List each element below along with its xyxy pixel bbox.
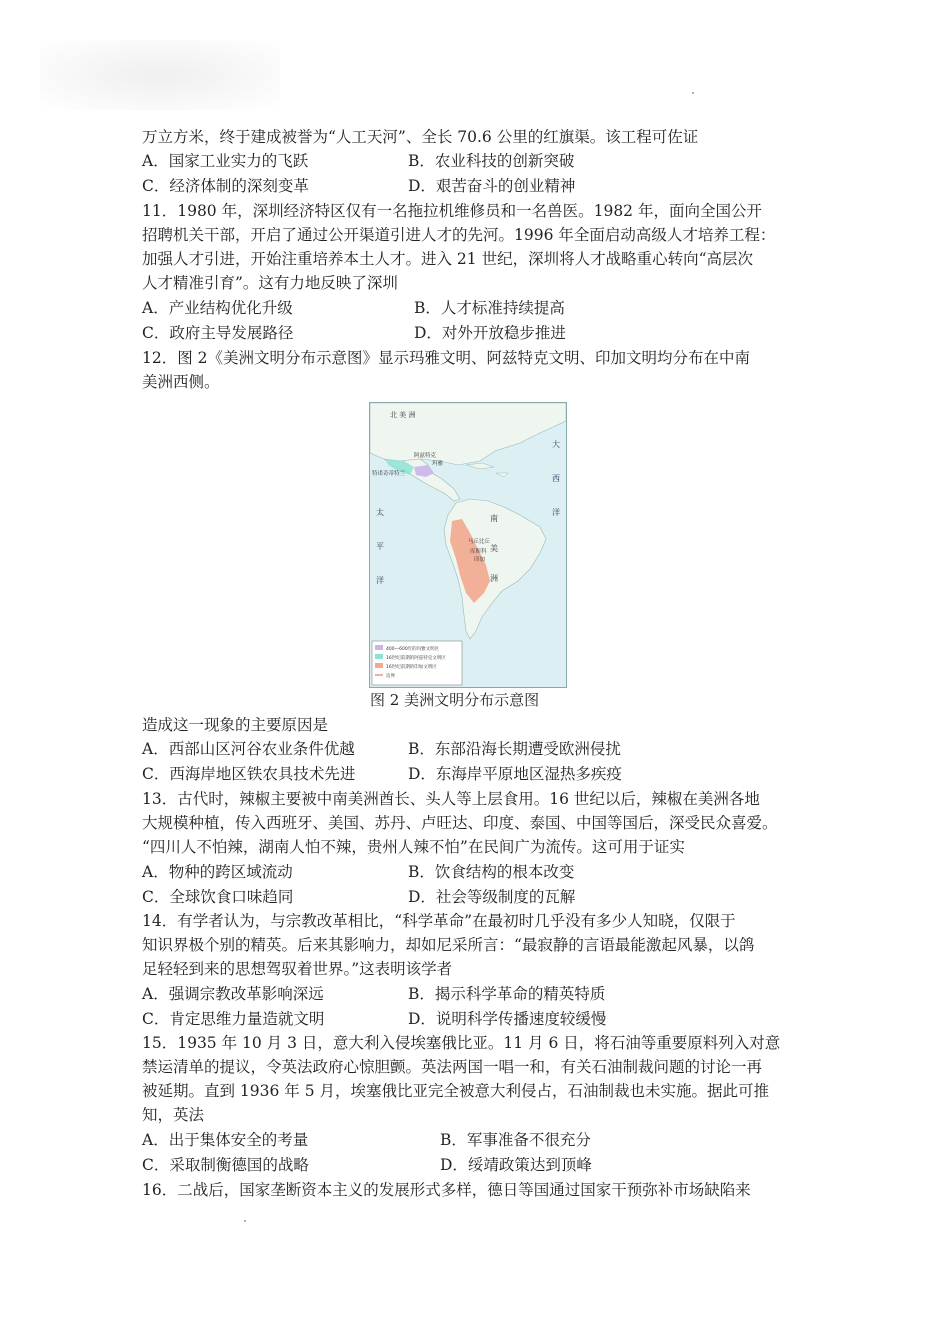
question-13-line: “四川人不怕辣，湖南人怕不辣，贵州人辣不怕”在民间广为流传。这可用于证实	[142, 838, 685, 856]
scan-speck	[244, 1220, 246, 1222]
question-13-line: 大规模种植，传入西班牙、美国、苏丹、卢旺达、印度、泰国、中国等国后，深受民众喜爱。	[142, 814, 778, 832]
legend-item: 16世纪前期的印加文明区	[386, 665, 437, 670]
label-aztec: 阿兹特克	[414, 453, 437, 459]
question-16-line: 16．二战后，国家垄断资本主义的发展形式多样，德日等国通过国家干预弥补市场缺陷来	[142, 1181, 751, 1199]
option-a: A．国家工业实力的飞跃	[142, 152, 309, 170]
option-c: C．政府主导发展路径	[142, 324, 294, 342]
label-atlantic-3: 洋	[552, 508, 560, 517]
label-pacific-2: 平	[376, 542, 384, 551]
question-11-line: 招聘机关干部，开启了通过公开渠道引进人才的先河。1996 年全面启动高级人才培养工程：	[142, 226, 776, 244]
question-15-line: 被延期。直到 1936 年 5 月，埃塞俄比亚完全被意大利侵占，石油制裁也未实施。据此可推	[142, 1082, 770, 1100]
option-a: A．西部山区河谷农业条件优越	[142, 740, 355, 758]
question-12-line: 12．图 2《美洲文明分布示意图》显示玛雅文明、阿兹特克文明、印加文明均分布在中南	[142, 349, 751, 367]
question-14-line: 足轻轻到来的思想驾驭着世界。”这表明该学者	[142, 960, 453, 978]
option-b: B．揭示科学革命的精英特质	[408, 985, 606, 1003]
question-15-line: 知，英法	[142, 1106, 205, 1124]
label-cusco: 库斯科	[470, 549, 487, 555]
label-south-america-1: 南	[490, 514, 498, 523]
question-11-line: 加强人才引进，开始注重培养本土人才。进入 21 世纪，深圳将人才战略重心转向“高层次	[142, 250, 754, 268]
question-12-prompt: 造成这一现象的主要原因是	[142, 716, 329, 734]
option-c: C．全球饮食口味趋同	[142, 888, 294, 906]
option-b: B．农业科技的创新突破	[408, 152, 575, 170]
option-d: D．东海岸平原地区湿热多疾疫	[408, 765, 622, 783]
legend-item: 16世纪前期的阿兹特克文明区	[386, 656, 446, 661]
label-atlantic-2: 西	[552, 474, 560, 483]
option-d: D．艰苦奋斗的创业精神	[408, 177, 576, 195]
option-c: C．采取制衡德国的战略	[142, 1156, 309, 1174]
map-drawing	[370, 403, 566, 687]
question-13-line: 13．古代时，辣椒主要被中南美洲酋长、头人等上层食用。16 世纪以后，辣椒在美洲各地	[142, 790, 760, 808]
option-a: A．强调宗教改革影响深远	[142, 985, 324, 1003]
label-pacific-3: 洋	[376, 576, 384, 585]
scan-smudge	[40, 40, 280, 110]
question-11-line: 人才精准引育”。这有力地反映了深圳	[142, 274, 398, 292]
option-d: D．说明科学传播速度较缓慢	[408, 1010, 607, 1028]
option-d: D．社会等级制度的瓦解	[408, 888, 576, 906]
question-14-line: 14．有学者认为，与宗教改革相比，“科学革命”在最初时几乎没有多少人知晓，仅限于	[142, 912, 736, 930]
question-14-line: 知识界极个别的精英。后来其影响力，却如尼采所言：“最寂静的言语最能激起风暴，以鸽	[142, 936, 755, 954]
legend-swatch-inca	[375, 663, 383, 668]
scan-speck	[692, 92, 694, 94]
option-a: A．产业结构优化升级	[142, 299, 293, 317]
label-north-america: 北 美 洲	[390, 411, 416, 419]
legend-item: 400—600年的玛雅文明区	[386, 647, 440, 652]
option-d: D．绥靖政策达到顶峰	[440, 1156, 592, 1174]
question-15-line: 15．1935 年 10 月 3 日，意大利入侵埃塞俄比亚。11 月 6 日，将石油等重要原料列入对意	[142, 1034, 781, 1052]
option-b: B．饮食结构的根本改变	[408, 863, 575, 881]
option-c: C．西海岸地区铁农具技术先进	[142, 765, 356, 783]
option-c: C．经济体制的深刻变革	[142, 177, 309, 195]
label-inca: 印加	[474, 557, 486, 563]
figure-caption: 图 2 美洲文明分布示意图	[370, 691, 540, 709]
label-maya: 玛雅	[432, 461, 444, 467]
legend-swatch-maya	[375, 645, 383, 650]
option-b: B．军事准备不很充分	[440, 1131, 591, 1149]
label-tenochtitlan: 特诺奇蒂特兰	[372, 471, 406, 477]
option-a: A．出于集体安全的考量	[142, 1131, 309, 1149]
option-b: B．东部沿海长期遭受欧洲侵扰	[408, 740, 621, 758]
option-c: C．肯定思维力量造就文明	[142, 1010, 325, 1028]
legend-swatch-aztec	[375, 654, 383, 659]
label-south-america-2: 美	[490, 544, 498, 553]
legend-item: 边界	[386, 674, 395, 679]
question-11-line: 11．1980 年，深圳经济特区仅有一名拖拉机维修员和一名兽医。1982 年，面向全国公开	[142, 202, 762, 220]
label-pacific-1: 太	[376, 508, 384, 517]
option-d: D．对外开放稳步推进	[414, 324, 566, 342]
question-15-line: 禁运清单的提议，令英法政府心惊胆颤。英法两国一唱一和，有关石油制裁问题的讨论一再	[142, 1058, 763, 1076]
americas-civilization-map	[369, 402, 567, 688]
option-a: A．物种的跨区域流动	[142, 863, 293, 881]
question-text-line: 万立方米，终于建成被誉为“人工天河”、全长 70.6 公里的红旗渠。该工程可佐证	[142, 128, 699, 146]
option-b: B．人才标准持续提高	[414, 299, 565, 317]
label-south-america-3: 洲	[490, 574, 498, 583]
label-atlantic-1: 大	[552, 440, 560, 449]
question-12-line: 美洲西侧。	[142, 373, 220, 391]
label-machu-picchu: 马丘比丘	[468, 539, 491, 545]
